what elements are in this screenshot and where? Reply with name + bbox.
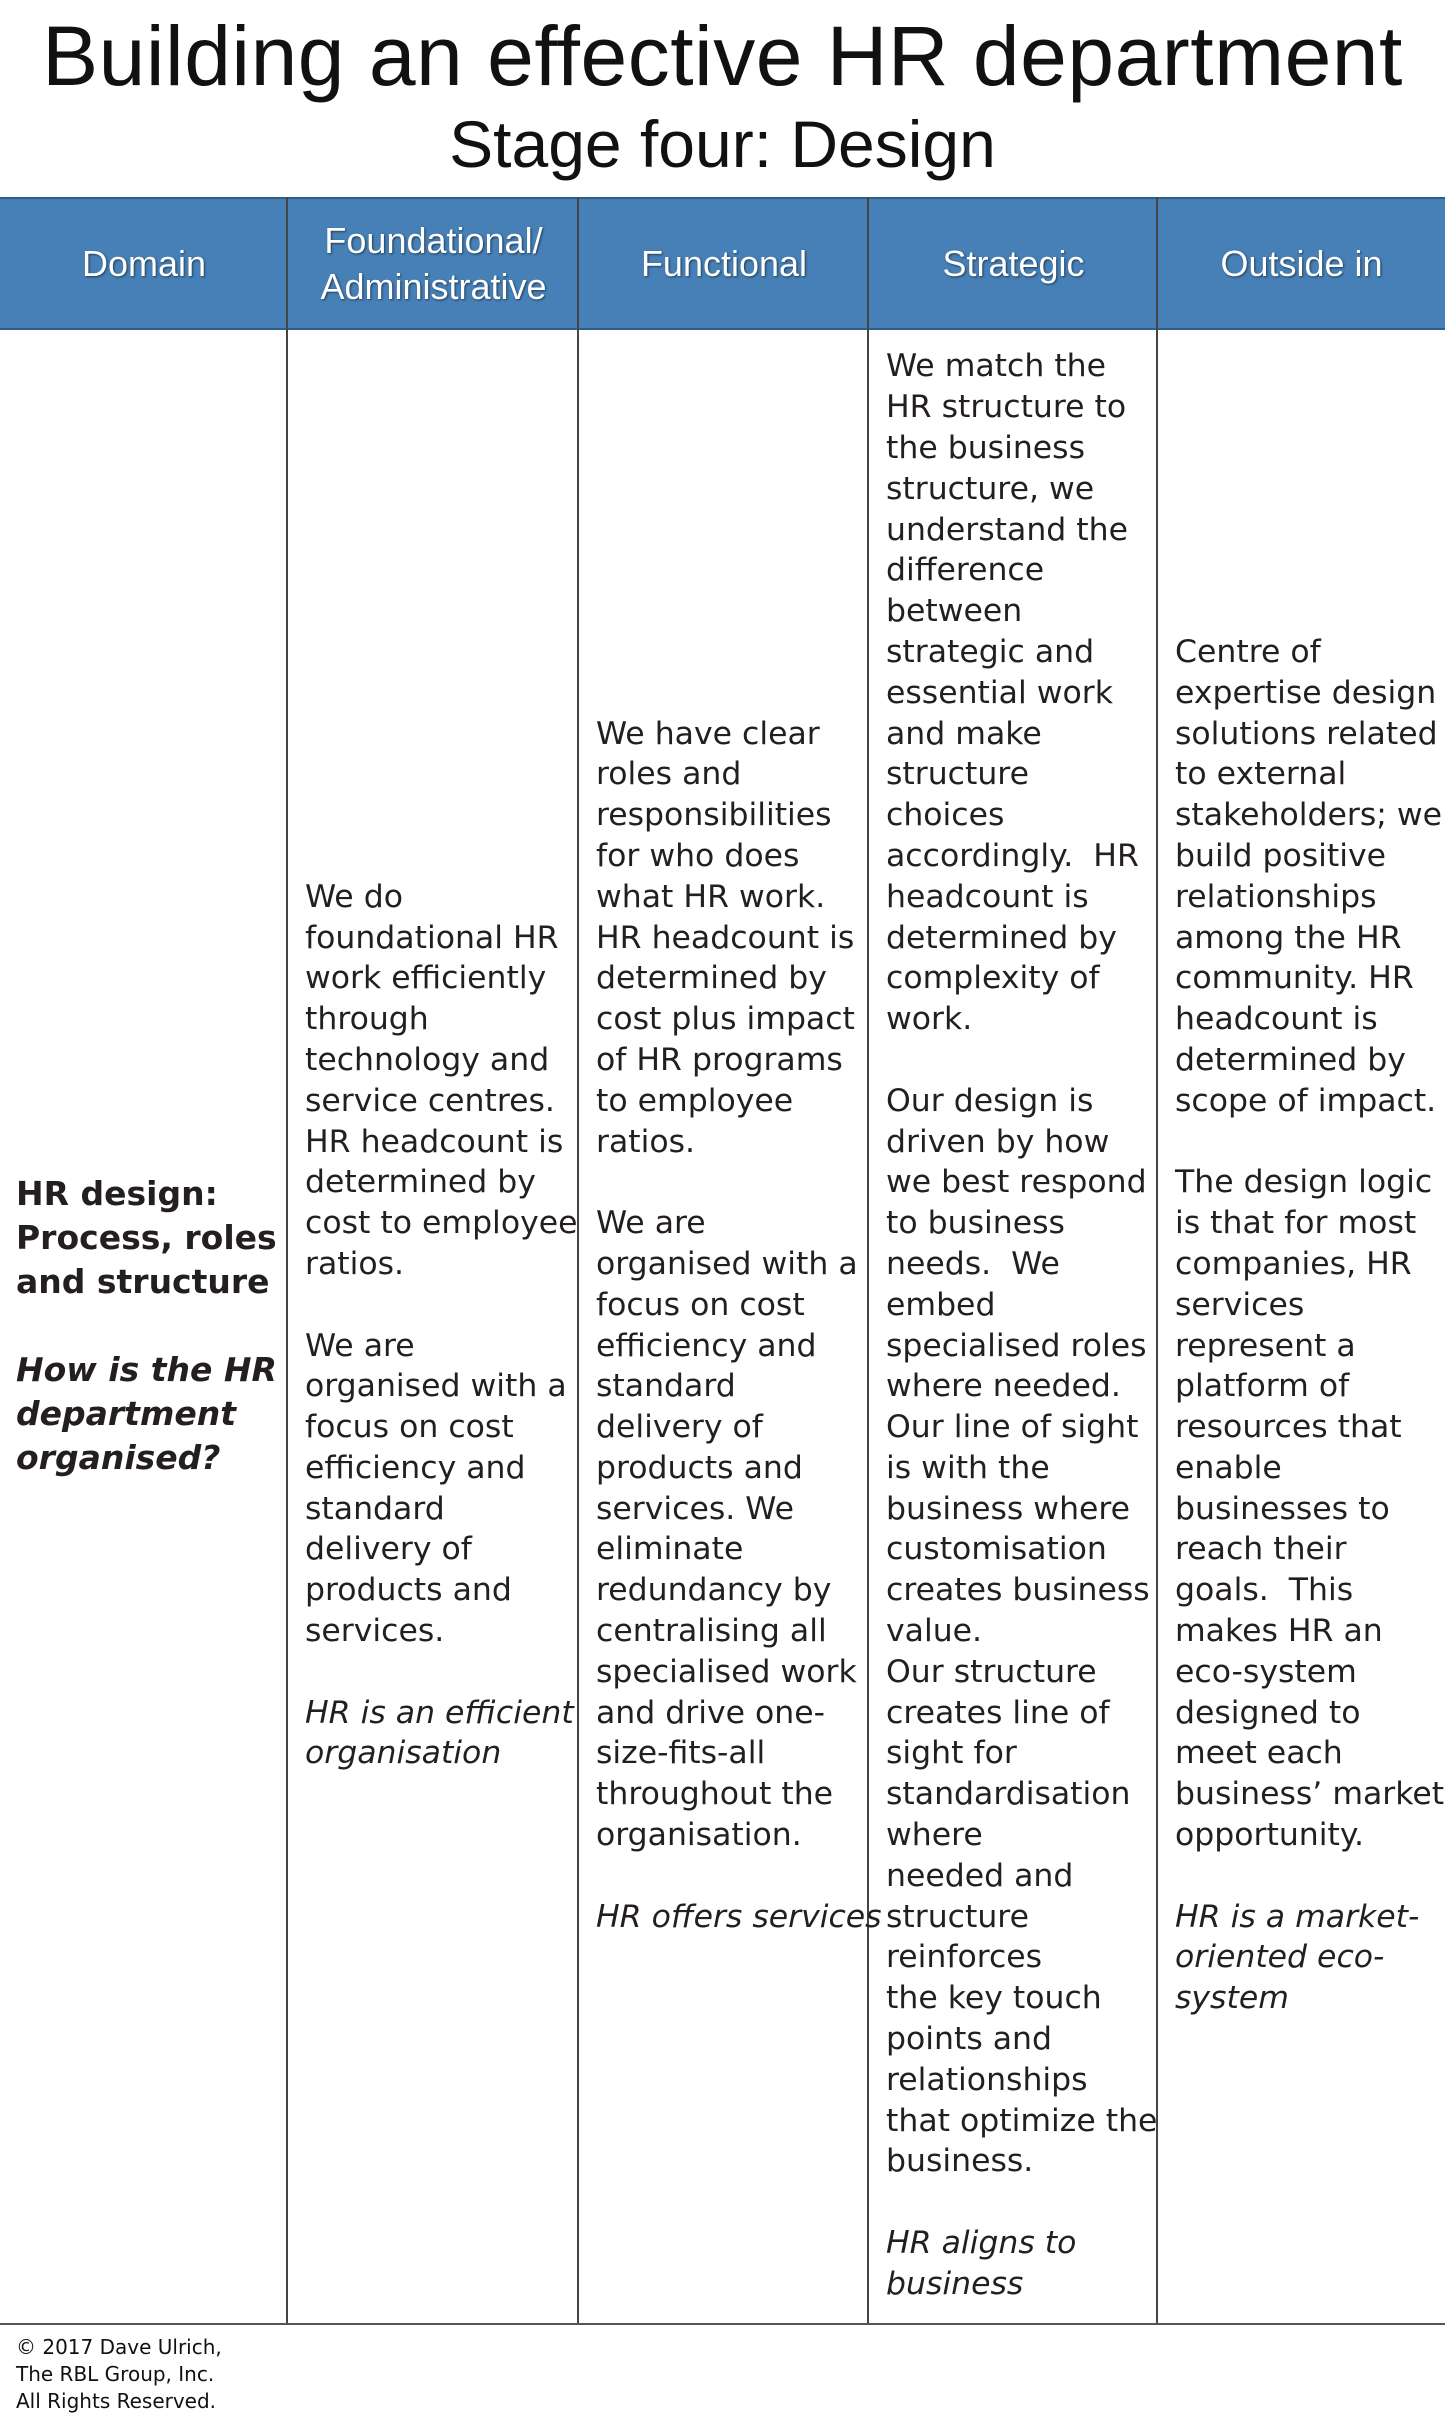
domain-question-line: How is the HR [16,1349,277,1389]
text-line: points and [886,2021,1053,2058]
text-line: structure [886,756,1029,793]
text-line: to employee [596,1082,794,1119]
text-line: Centre of [1175,633,1321,670]
text-line: ratios. [596,1123,696,1160]
domain-question-line: department [16,1393,236,1433]
text-line: goals. This [1175,1572,1354,1609]
text-line: relationships [886,2061,1088,2098]
text-line: focus on cost [305,1409,514,1446]
text-line: business. [886,2143,1034,2180]
paragraph-gap [886,2182,1156,2223]
cell-paragraph [596,714,867,1163]
text-line: organised with a [305,1368,567,1405]
text-line: products and [305,1572,512,1609]
table-header-row [0,197,1445,330]
text-line: of HR programs [596,1041,843,1078]
text-line: We match the [886,348,1107,385]
text-line: determined by [886,919,1117,956]
header-domain: Domain [81,242,207,284]
title-block [0,0,1445,182]
text-line: delivery of [596,1409,763,1446]
text-line: resources that [1175,1409,1402,1446]
text-line: services. [305,1613,445,1650]
text-line: structure, we [886,470,1095,507]
text-line: essential work [886,674,1113,711]
text-line: We do [305,878,403,915]
text-line: determined by [596,960,827,997]
text-line: the key touch [886,1980,1102,2017]
header-functional: Functional [640,242,808,284]
paragraph-gap [305,1285,577,1326]
text-line: cost to employee [305,1205,578,1242]
cell-outside-in [1158,328,1445,2323]
cell-foundational [288,328,577,2323]
text-line: ratios. [305,1245,405,1282]
domain-title-line: and structure [16,1261,270,1301]
text-line: makes HR an [1175,1613,1383,1650]
text-line: technology and [305,1041,550,1078]
text-line: size-fits-all [596,1735,766,1772]
text-line: services [1175,1286,1305,1323]
text-line: standardisation [886,1776,1131,1813]
text-line: eco-system [1175,1653,1357,1690]
text-line: designed to [1175,1694,1361,1731]
cell-paragraph [1175,632,1445,1122]
text-line: system [1175,1980,1289,2017]
text-line: businesses to [1175,1490,1390,1527]
text-line: products and [596,1449,803,1486]
paragraph-gap [596,1856,867,1897]
text-line: for who does [596,837,800,874]
text-line: focus on cost [596,1286,805,1323]
text-line: needs. We [886,1245,1060,1282]
header-foundational [288,199,579,328]
domain-title [16,1172,286,1304]
text-line: oriented eco- [1175,1939,1385,1976]
text-line: and make [886,715,1042,752]
text-line: needed and [886,1857,1074,1894]
text-line: through [305,1001,429,1038]
text-line: expertise design [1175,674,1437,711]
paragraph-gap [596,1162,867,1203]
text-line: understand the [886,511,1128,548]
paragraph-gap [886,1040,1156,1081]
text-line: determined by [305,1164,536,1201]
text-line: HR is a market- [1175,1898,1420,1935]
text-line: choices [886,797,1005,834]
copyright-line: The RBL Group, Inc. [16,2362,215,2386]
text-line: throughout the [596,1776,834,1813]
paragraph-gap [1175,1122,1445,1163]
domain-question [16,1348,286,1480]
copyright-line: All Rights Reserved. [16,2389,217,2413]
text-line: standard [305,1490,445,1527]
cell-paragraph [305,1326,577,1652]
text-line: The design logic [1175,1164,1433,1201]
text-line: responsibilities [596,797,832,834]
page-subtitle: Stage four: Design [449,107,996,181]
copyright-notice [16,2334,222,2415]
cell-paragraph [886,1081,1156,2183]
text-line: HR structure to [886,389,1127,426]
text-line: to business [886,1205,1065,1242]
text-line: services. We [596,1490,794,1527]
cell-domain [0,328,286,2323]
text-line: Our line of sight [886,1409,1139,1446]
domain-title-line: HR design: [16,1173,218,1213]
copyright-line: © 2017 Dave Ulrich, [16,2335,222,2359]
text-line: opportunity. [1175,1817,1365,1854]
text-line: business where [886,1490,1131,1527]
text-line: HR headcount is [596,919,855,956]
text-line: roles and [596,756,742,793]
cell-tagline [596,1897,882,1938]
text-line: We have clear [596,715,820,752]
cell-strategic [869,328,1156,2323]
text-line: difference [886,552,1045,589]
header-foundational-line2: Administrative [320,265,547,307]
domain-title-line: Process, roles [16,1217,277,1257]
text-line: delivery of [305,1531,472,1568]
text-line: driven by how [886,1123,1110,1160]
text-line: is with the [886,1449,1050,1486]
text-line: customisation [886,1531,1107,1568]
text-line: HR is an efficient [305,1694,574,1731]
text-line: is that for most [1175,1205,1417,1242]
text-line: scope of impact. [1175,1082,1437,1119]
text-line: reinforces [886,1939,1043,1976]
text-line: companies, HR [1175,1245,1412,1282]
text-line: HR headcount is [305,1123,564,1160]
text-line: to external [1175,756,1347,793]
cell-functional [579,328,882,2323]
header-foundational-line1: Foundational/ [324,219,543,261]
text-line: solutions related [1175,715,1438,752]
text-line: that optimize the [886,2102,1158,2139]
text-line: foundational HR [305,919,559,956]
text-line: stakeholders; we [1175,797,1443,834]
text-line: structure [886,1898,1029,1935]
text-line: standard [596,1368,736,1405]
text-line: value. [886,1613,983,1650]
cell-paragraph [886,346,1156,1040]
text-line: accordingly. HR [886,837,1139,874]
cell-tagline [1175,1897,1445,2019]
text-line: We are [596,1205,706,1242]
text-line: sight for [886,1735,1017,1772]
text-line: efficiency and [305,1449,526,1486]
header-strategic: Strategic [942,242,1085,284]
text-line: represent a [1175,1327,1356,1364]
text-line: relationships [1175,878,1377,915]
design-table [0,197,1445,2325]
text-line: business [886,2265,1024,2302]
text-line: creates line of [886,1694,1110,1731]
cell-tagline [886,2223,1156,2305]
text-line: what HR work. [596,878,826,915]
page-title: Building an effective HR department [42,9,1403,103]
text-line: work. [886,1001,973,1038]
text-line: HR offers services [596,1898,882,1935]
text-line: among the HR [1175,919,1402,956]
text-line: Our structure [886,1653,1097,1690]
paragraph-gap [1175,1856,1445,1897]
text-line: specialised work [596,1653,857,1690]
text-line: organisation [305,1735,502,1772]
text-line: and drive one- [596,1694,825,1731]
text-line: organised with a [596,1245,858,1282]
text-line: headcount is [1175,1001,1378,1038]
text-line: complexity of [886,960,1100,997]
text-line: efficiency and [596,1327,817,1364]
text-line: embed [886,1286,996,1323]
cell-tagline [305,1693,577,1775]
text-line: meet each [1175,1735,1343,1772]
text-line: work efficiently [305,960,547,997]
text-line: business’ market [1175,1776,1445,1813]
text-line: HR aligns to [886,2225,1077,2262]
table-body-row [0,328,1445,2325]
text-line: Our design is [886,1082,1094,1119]
text-line: platform of [1175,1368,1350,1405]
text-line: specialised roles [886,1327,1147,1364]
text-line: where [886,1817,983,1854]
text-line: enable [1175,1449,1282,1486]
text-line: build positive [1175,837,1387,874]
text-line: eliminate [596,1531,744,1568]
text-line: redundancy by [596,1572,832,1609]
text-line: community. HR [1175,960,1414,997]
cell-paragraph [1175,1162,1445,1856]
text-line: headcount is [886,878,1089,915]
text-line: We are [305,1327,415,1364]
text-line: determined by [1175,1041,1406,1078]
text-line: between [886,593,1023,630]
cell-paragraph [305,877,577,1285]
text-line: we best respond [886,1164,1147,1201]
text-line: creates business [886,1572,1150,1609]
text-line: where needed. [886,1368,1121,1405]
cell-paragraph [596,1203,867,1856]
text-line: reach their [1175,1531,1347,1568]
domain-question-line: organised? [16,1437,221,1477]
text-line: service centres. [305,1082,555,1119]
text-line: centralising all [596,1613,827,1650]
text-line: the business [886,429,1085,466]
text-line: cost plus impact [596,1001,855,1038]
paragraph-gap [305,1652,577,1693]
text-line: strategic and [886,633,1095,670]
header-outside-in: Outside in [1220,242,1383,284]
text-line: organisation. [596,1817,802,1854]
